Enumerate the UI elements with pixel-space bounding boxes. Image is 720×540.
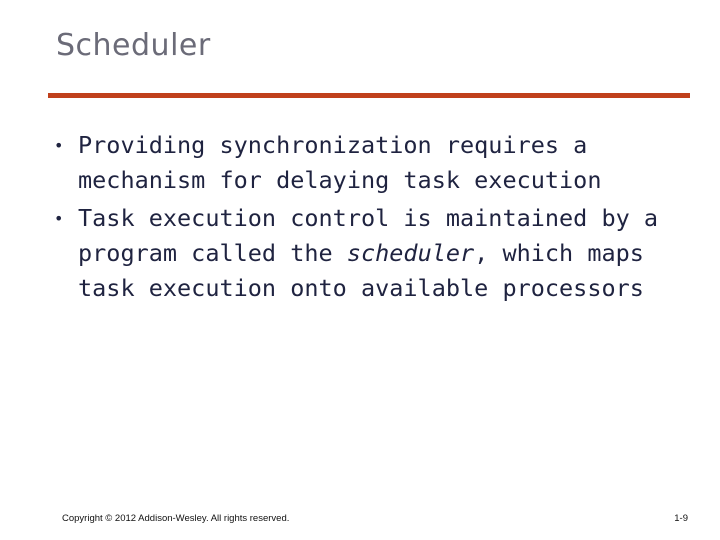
bullet-dot-icon: • <box>54 209 64 228</box>
slide-title: Scheduler <box>56 28 211 63</box>
title-divider <box>48 93 690 98</box>
bullet-item <box>52 128 702 198</box>
bullet-text-after: , which maps task execution onto available processors <box>78 239 644 302</box>
bullet-text: Providing synchronization requires a mechanism for delaying task execution <box>78 131 602 194</box>
bullet-item <box>52 201 702 306</box>
copyright-footer: Copyright © 2012 Addison-Wesley. All rights reserved. <box>62 513 290 524</box>
bullet-list <box>52 128 702 309</box>
bullet-text-before: Task execution control is maintained by a program called the <box>78 204 659 267</box>
bullet-dot-icon: • <box>54 136 64 155</box>
page-number: 1-9 <box>674 513 688 524</box>
bullet-emphasis: scheduler <box>346 239 475 267</box>
